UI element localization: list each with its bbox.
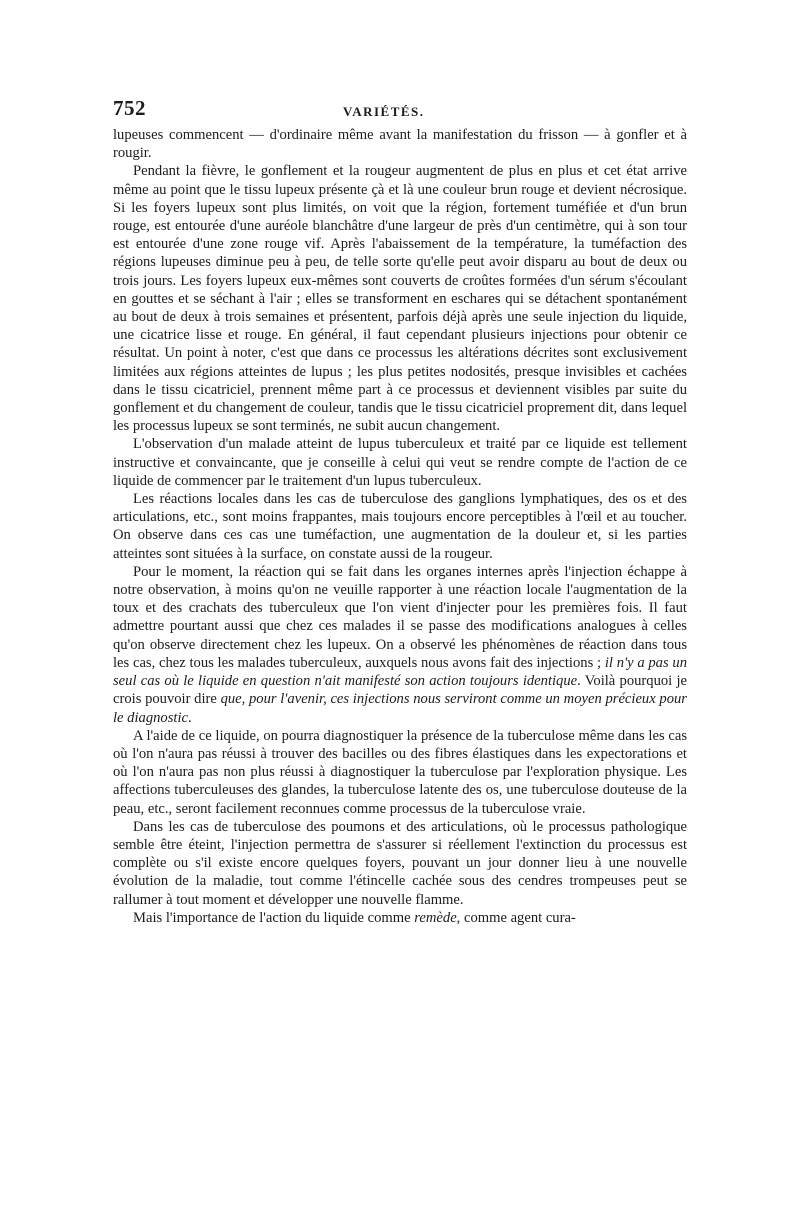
paragraph-text: Les réactions locales dans les cas de tuberculose des ganglions lymphatiques, des os et des articulations, etc., sont moins frappantes, mais toujours encore perceptibles à l'œil et au toucher. On observe dans ces cas une tuméfaction, une augmentation de la douleur et, si les parties atteintes sont situées à la surface, on constate aussi de la rougeur. xyxy=(113,491,687,562)
paragraph-p7 xyxy=(113,818,687,909)
italic-text: que, pour l'avenir, ces injections nous serviront comme un moyen précieux pour le diagnostic xyxy=(113,691,687,726)
paragraph-p1 xyxy=(113,126,687,162)
paragraph-text: . Voilà pourquoi je crois pouvoir dire xyxy=(113,673,687,708)
paragraph-text: L'observation d'un malade atteint de lupus tuberculeux et traité par ce liquide est tellement instructive et convaincante, que je conseille à celui qui veut se rendre compte de l'action de ce liquide de commencer par le traitement d'un lupus tuberculeux. xyxy=(113,436,687,489)
paragraph-p2 xyxy=(113,162,687,435)
paragraph-text: . xyxy=(188,709,192,726)
page-number: 752 xyxy=(113,96,146,120)
paragraph-p8 xyxy=(113,909,687,927)
italic-text: remède xyxy=(414,909,457,926)
paragraph-text: Mais l'importance de l'action du liquide comme xyxy=(133,909,415,926)
paragraph-p3 xyxy=(113,435,687,490)
body-text xyxy=(113,126,687,927)
paragraph-text: , comme agent cura- xyxy=(456,909,576,926)
running-head: VARIÉTÉS. xyxy=(343,104,425,119)
paragraph-text: A l'aide de ce liquide, on pourra diagnostiquer la présence de la tuberculose même dans les cas où l'on n'aura pas réussi à trouver des bacilles ou des fibres élastiques dans les expectorations et où l'on n'aura pas non plus réussi à diagnostiquer la tuberculose par l'exploration physique. Les affections tuberculeuses des glandes, la tuberculose latente des os, une tuberculose douteuse de la peau, etc., seront facilement reconnues comme processus de la tuberculose vraie. xyxy=(113,727,687,817)
paragraph-p5 xyxy=(113,563,687,727)
page-header xyxy=(113,96,687,126)
paragraph-p4 xyxy=(113,490,687,563)
book-page xyxy=(113,96,687,927)
paragraph-text: lupeuses commencent — d'ordinaire même avant la manifestation du frisson — à gonfler et à rougir. xyxy=(113,127,687,162)
paragraph-text: Pour le moment, la réaction qui se fait dans les organes internes après l'injection échappe à notre observation, à moins qu'on ne veuille rapporter à une réaction locale l'augmentation de la toux et des crachats des tuberculeux que l'on vient d'injecter pour les premières fois. Il faut admettre pourtant aussi que chez ces malades il se passe des modifications analogues à celles qu'on observe directement chez les lupeux. On a observé les phénomènes de réaction dans tous les cas, chez tous les malades tuberculeux, auxquels nous avons fait des injections ; xyxy=(113,563,687,671)
italic-text: il n'y a pas un seul cas où le liquide en question n'ait manifesté son action toujours identique xyxy=(113,654,688,690)
paragraph-p6 xyxy=(113,727,687,818)
paragraph-text: Dans les cas de tuberculose des poumons et des articulations, où le processus pathologique semble être éteint, l'injection permettra de s'assurer si réellement l'extinction du processus est complète ou s'il existe encore quelques foyers, pouvant un jour donner lieu à une nouvelle évolution de la maladie, tout comme l'étincelle cachée sous des cendres trompeuses peut se rallumer à tout moment et développer une nouvelle flamme. xyxy=(113,818,687,908)
paragraph-text: Pendant la fièvre, le gonflement et la rougeur augmentent de plus en plus et cet état arrive même au point que le tissu lupeux présente çà et là une couleur brun rouge et devient nécrosique. Si les foyers lupeux sont plus limités, on voit que la région, fortement tuméfiée et d'un brun rouge, est entourée d'une auréole blanchâtre d'une largeur de près d'un centimètre, qui à son tour est entourée d'une zone rouge vif. Après l'abaissement de la température, la tuméfaction des régions lupeuses diminue peu à peu, de telle sorte qu'elle peut avoir disparu au bout de deux ou trois jours. Les foyers lupeux eux-mêmes sont couverts de croûtes formées d'un sérum s'écoulant en gouttes et se séchant à l'air ; elles se transforment en eschares qui se détachent spontanément au bout de deux à trois semaines et présentent, parfois déjà après une seule injection du liquide, une cicatrice lisse et rouge. En général, il faut cependant plusieurs injections pour obtenir ce résultat. Un point à noter, c'est que dans ce processus les altérations décrites sont exclusivement limitées aux régions atteintes de lupus ; les plus petites nodosités, presque invisibles et cachées dans le tissu cicatriciel, prennent même part à ce processus et deviennent visibles par suite du gonflement et du changement de couleur, tandis que le tissu cicatriciel proprement dit, dans lequel les processus lupeux se sont terminés, ne subit aucun changement. xyxy=(113,163,687,435)
